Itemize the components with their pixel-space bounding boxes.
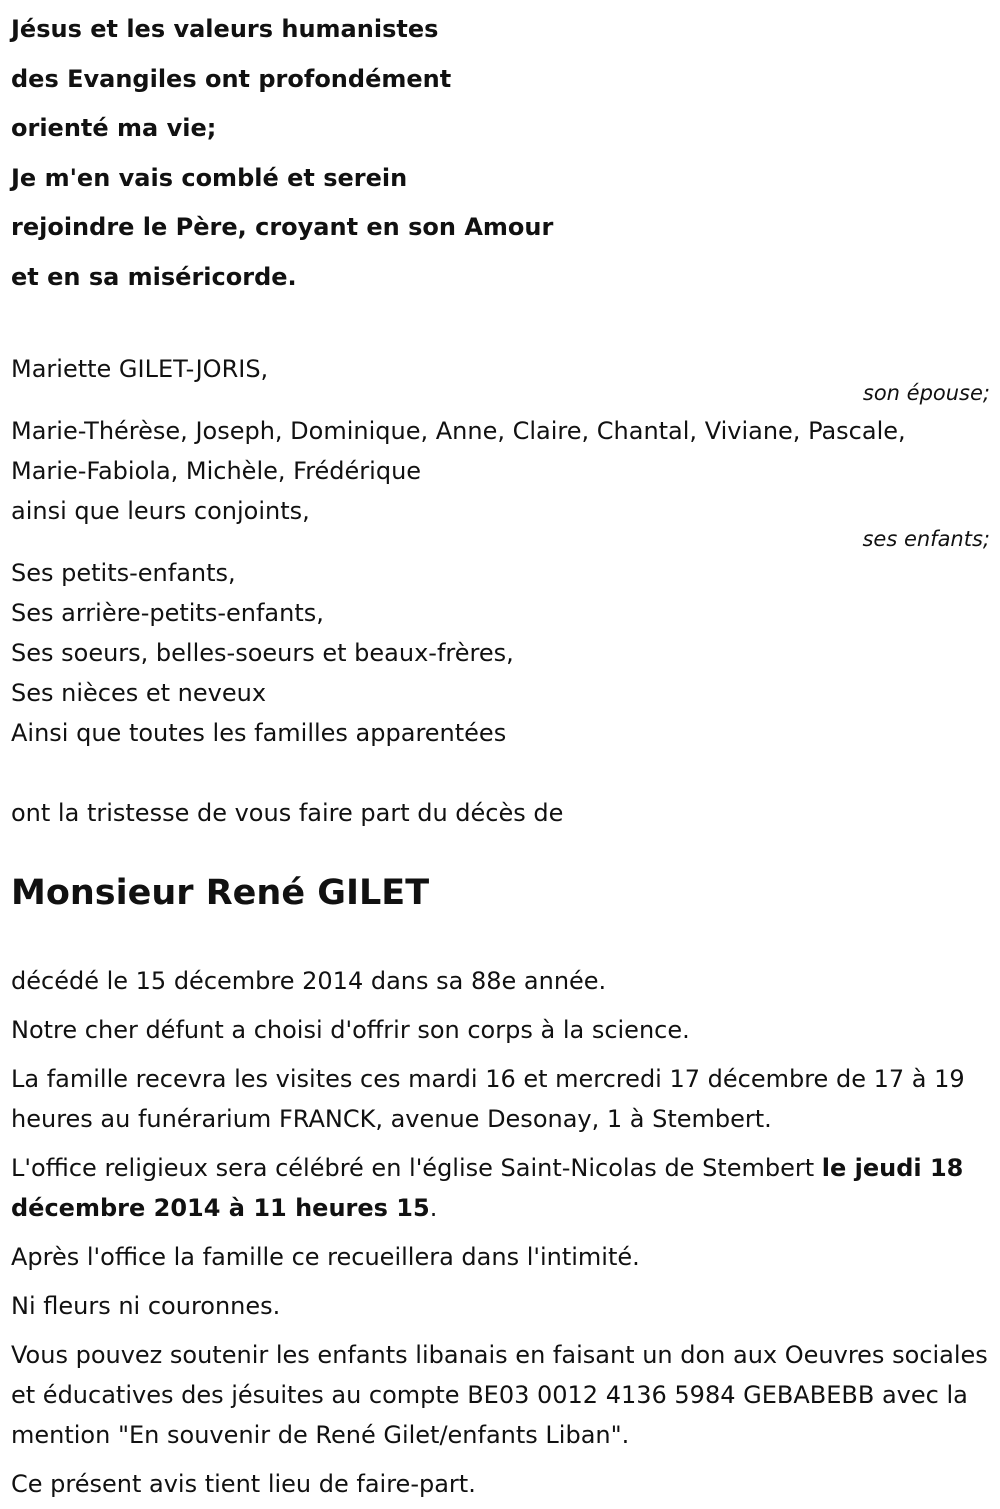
relatives-line: Ses petits-enfants, [11, 558, 236, 587]
notice-note: Ce présent avis tient lieu de faire-part. [11, 1469, 476, 1498]
quote-line: des Evangiles ont profondément [11, 64, 452, 93]
deceased-name: Monsieur René GILET [11, 872, 430, 913]
family-list [11, 349, 990, 753]
relatives-line: Ses soeurs, belles-soeurs et beaux-frères, [11, 638, 514, 667]
spouse-role: son épouse; [862, 380, 990, 405]
quote-line: Je m'en vais comblé et serein [11, 163, 408, 192]
service-location: L'office religieux sera célébré en l'église Saint-Nicolas de Stembert [11, 1153, 822, 1182]
spouse-name: Mariette GILET-JORIS, [11, 354, 269, 383]
religious-service [11, 1148, 990, 1228]
quote-line: Jésus et les valeurs humanistes [11, 15, 439, 43]
service-date-time: le jeudi 18 décembre 2014 à 11 heures 15 [11, 1153, 964, 1222]
visiting-hours: La famille recevra les visites ces mardi 16 et mercredi 17 décembre de 17 à 19 heures au funérarium FRANCK, avenue Desonay, 1 à Stembert. [11, 1064, 965, 1133]
quote-line: rejoindre le Père, croyant en son Amour [11, 213, 554, 242]
children-role: ses enfants; [862, 526, 990, 551]
quote-line: et en sa miséricorde. [11, 262, 297, 291]
announcement-text: ont la tristesse de vous faire part du décès de [11, 798, 564, 827]
death-date: décédé le 15 décembre 2014 dans sa 88e année. [11, 966, 607, 995]
children-spouses: ainsi que leurs conjoints, [11, 496, 310, 525]
quote-line: orienté ma vie; [11, 114, 217, 143]
after-service-note: Après l'office la famille ce recueillera dans l'intimité. [11, 1242, 640, 1271]
relatives-line: Ses nièces et neveux [11, 678, 267, 707]
epigraph-quote [11, 0, 990, 303]
body-donation-note: Notre cher défunt a choisi d'offrir son corps à la science. [11, 1015, 690, 1044]
relatives-line: Ainsi que toutes les familles apparentées [11, 718, 507, 747]
children-names: Marie-Fabiola, Michèle, Frédérique [11, 456, 422, 485]
donation-note: Vous pouvez soutenir les enfants libanais en faisant un don aux Oeuvres sociales et éducatives des jésuites au compte BE03 0012 4136 5984 GEBABEBB avec la mention "En souvenir de René Gilet/enfants Liban". [11, 1340, 988, 1449]
service-period: . [429, 1193, 438, 1222]
funeral-details [11, 961, 990, 1504]
no-flowers-note: Ni fleurs ni couronnes. [11, 1291, 281, 1320]
relatives-line: Ses arrière-petits-enfants, [11, 598, 324, 627]
children-names: Marie-Thérèse, Joseph, Dominique, Anne, Claire, Chantal, Viviane, Pascale, [11, 416, 906, 445]
